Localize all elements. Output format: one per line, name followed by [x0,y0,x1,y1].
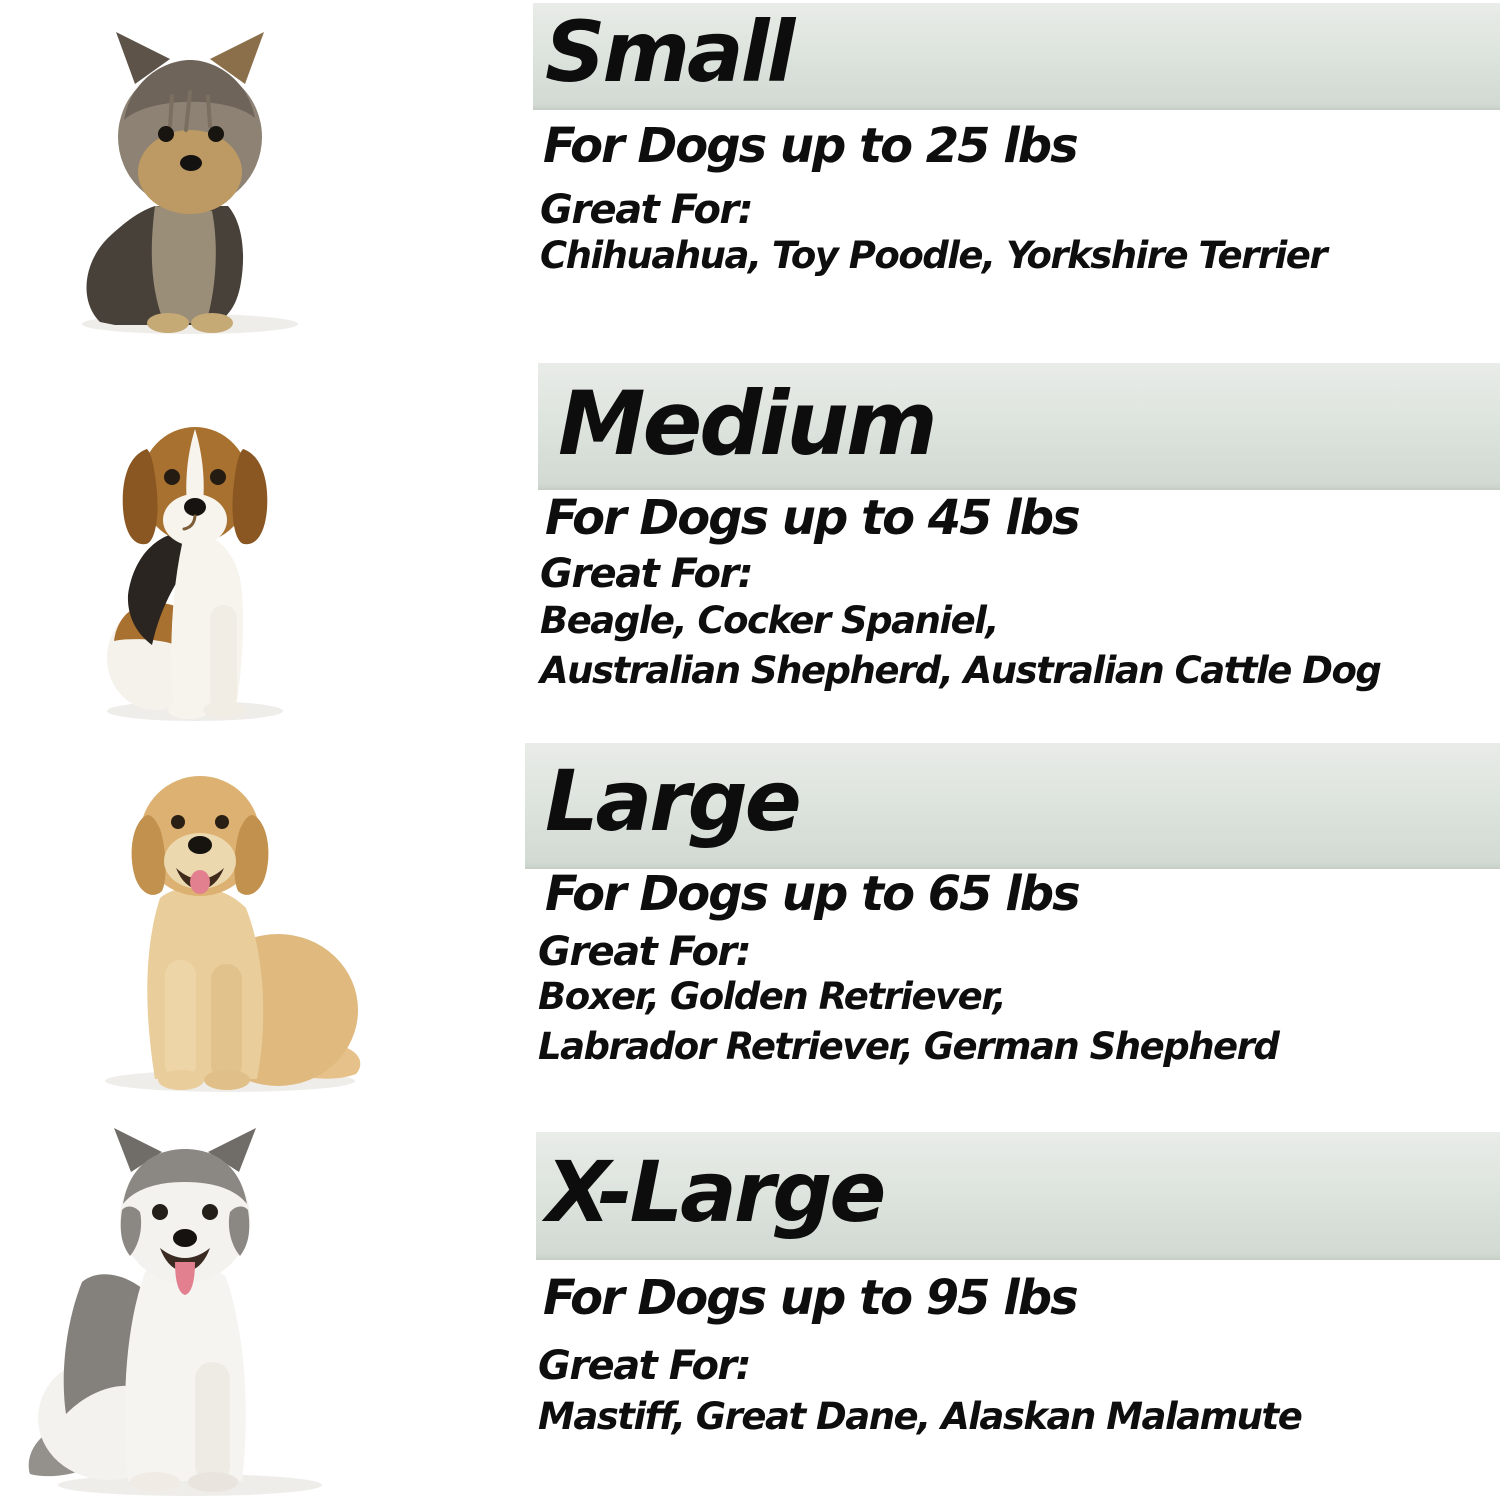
breed-line: Boxer, Golden Retriever, [538,975,1006,1018]
medium-title: Medium [558,372,935,475]
xlarge-breed-list [538,1392,1301,1442]
small-breed-list [540,231,1326,281]
dog-photo-beagle [90,393,300,723]
large-weight-line: For Dogs up to 65 lbs [545,866,1079,922]
golden-retriever-image [65,748,370,1093]
medium-breed-list [540,596,1380,696]
large-title: Large [545,752,799,850]
breed-line: Beagle, Cocker Spaniel, [540,599,998,642]
dog-photo-alaskan-malamute [10,1122,355,1497]
small-great-for-label: Great For: [540,187,753,233]
large-breed-list [538,972,1278,1072]
breed-line: Mastiff, Great Dane, Alaskan Malamute [538,1395,1302,1438]
medium-weight-line: For Dogs up to 45 lbs [545,490,1079,546]
breed-line: Chihuahua, Toy Poodle, Yorkshire Terrier [540,234,1327,277]
xlarge-weight-line: For Dogs up to 95 lbs [543,1270,1077,1326]
large-great-for-label: Great For: [538,929,751,975]
dog-photo-golden-retriever [65,748,370,1093]
small-weight-line: For Dogs up to 25 lbs [543,118,1077,174]
yorkshire-terrier-image [40,22,320,337]
breed-line: Australian Shepherd, Australian Cattle Dog [540,649,1381,692]
xlarge-great-for-label: Great For: [538,1343,751,1389]
dog-photo-yorkshire-terrier [40,22,320,337]
alaskan-malamute-image [10,1122,355,1497]
beagle-image [90,393,300,723]
breed-line: Labrador Retriever, German Shepherd [538,1025,1279,1068]
medium-great-for-label: Great For: [540,551,753,597]
small-title: Small [545,3,793,101]
xlarge-title: X-Large [546,1143,884,1241]
